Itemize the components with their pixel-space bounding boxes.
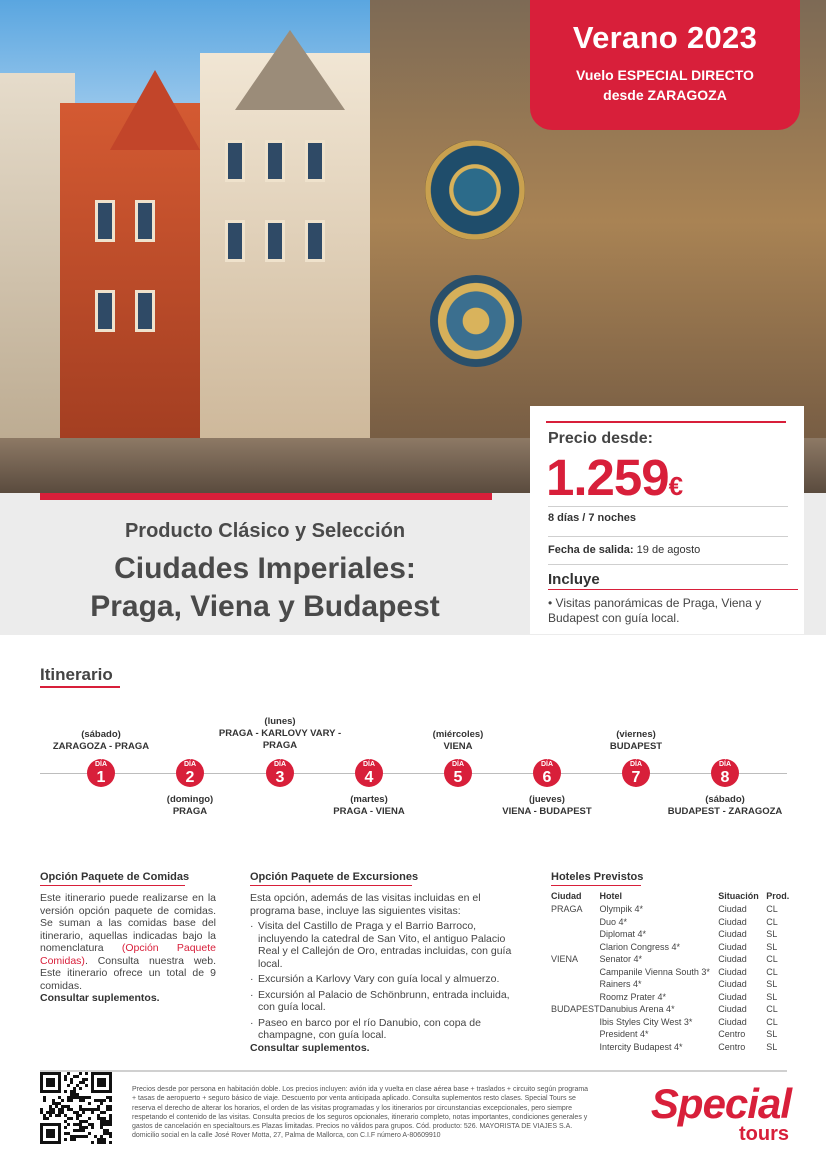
hotel-row (551, 1016, 791, 1029)
hotel-location: Ciudad (718, 979, 747, 989)
price-currency: € (668, 471, 683, 501)
day-route: BUDAPEST - ZARAGOZA (667, 806, 783, 817)
day-2-marker (176, 759, 204, 787)
product-title (0, 550, 530, 626)
hotel-location: Ciudad (718, 916, 747, 927)
day-route: VIENA - BUDAPEST (502, 806, 592, 817)
flight-info-line1: Vuelo ESPECIAL DIRECTO (576, 67, 754, 83)
product-title-line1: Ciudades Imperiales: (114, 552, 416, 585)
day-5-label (383, 729, 533, 753)
day-number: 1 (96, 769, 106, 786)
hotel-product: SL (766, 991, 778, 1002)
hotels-header-row (551, 891, 791, 903)
day-route-cont: PRAGA (262, 740, 298, 751)
day-word: DÍA (718, 761, 732, 768)
divider (548, 536, 788, 537)
day-6-label (472, 794, 622, 818)
hotel-location: Ciudad (718, 991, 747, 1002)
hotel-row (551, 966, 791, 979)
day-1-marker (87, 759, 115, 787)
meals-highlight: (Opción Paquete Comidas) (40, 942, 216, 967)
hotel-row (551, 1003, 791, 1016)
excursions-intro: Esta opción, además de las visitas incluidas en el programa base, incluye las siguientes visitas: (250, 892, 481, 917)
hotel-city (551, 978, 600, 991)
itinerary-underline (40, 686, 120, 688)
hotel-name: Rainers 4* (599, 979, 642, 989)
departure-date (548, 544, 700, 556)
day-2-label (115, 794, 265, 818)
hotel-row (551, 953, 791, 966)
hotel-name: Clarion Congress 4* (599, 941, 681, 952)
day-route: VIENA (443, 741, 473, 752)
hotel-city: VIENA (551, 954, 579, 964)
includes-title: Incluye (548, 571, 600, 588)
trip-duration: 8 días / 7 noches (548, 512, 637, 524)
day-weekday: (miércoles) (432, 729, 484, 740)
flight-info (530, 65, 800, 105)
window (265, 220, 285, 262)
legal-text: Precios desde por persona en habitación doble. Los precios incluyen: avión ida y vuelta en clase aérea base + traslados + circuito según programa + tasas de aeropuerto + seguro básico de viaje. Descuento por venta anticipada aplicado. Consulta suplementos resto clases. Special Tours se reserva el derecho de alterar los horarios, el orden de las visitas programadas y los itinerarios por circunstancias excepcionales, pero siempre respetando el contenido de las visitas. Consulta precios de los seguros opcionales, itinerario completo, notas importantes, condiciones generales y gastos de cancelación en specialtours.es Plazas limitadas. Precios no válidos para grupos. Cód. producto: 526. MAYORISTA DE VIAJES S.A. domicilio social en la calle José Rover Motta, 27, Palma de Mallorca, con C.I.F número A-80609910 (132, 1086, 589, 1140)
meals-text-part1: Este itinerario puede realizarse en la versión opción paquete de comidas. Se suman a las comidas base del itinerario, aquellas indicadas bajo la nomenclatura (40, 892, 216, 954)
hotel-name: President 4* (599, 1029, 649, 1039)
day-route: ZARAGOZA - PRAGA (52, 741, 150, 752)
day-number: 6 (542, 769, 552, 786)
hotel-product: SL (766, 979, 778, 989)
window (95, 200, 115, 242)
hotel-location: Ciudad (718, 954, 747, 964)
hotel-city (551, 941, 600, 954)
hotel-location: Centro (718, 1041, 746, 1052)
hotel-name: Campanile Vienna South 3* (599, 966, 710, 977)
hotel-city (551, 916, 600, 929)
day-word: DÍA (362, 761, 376, 768)
clock-dial-icon (425, 140, 525, 240)
meals-title: Opción Paquete de Comidas (40, 871, 190, 883)
window (135, 290, 155, 332)
hotel-location: Ciudad (718, 904, 747, 914)
excursions-title: Opción Paquete de Excursiones (250, 871, 419, 883)
window (135, 200, 155, 242)
window (95, 290, 115, 332)
hotel-row (551, 1041, 791, 1054)
hotel-location: Ciudad (718, 1016, 747, 1027)
meals-text (40, 892, 216, 1005)
day-weekday: (viernes) (616, 729, 656, 740)
hotel-product: CL (766, 966, 778, 977)
meals-text-part2: . Consulta nuestra web. Este itinerario ofrece un total de 9 comidas. (40, 954, 216, 992)
hotel-row (551, 991, 791, 1004)
hotel-location: Ciudad (718, 1004, 747, 1014)
hotel-city (551, 991, 600, 1004)
window (265, 140, 285, 182)
day-8-marker (711, 759, 739, 787)
product-subtitle: Producto Clásico y Selección (124, 520, 406, 542)
excursion-item: · Excursión al Palacio de Schönbrunn, entrada incluida, con guía local. (250, 989, 520, 1014)
hotels-body (551, 903, 791, 1053)
window (305, 140, 325, 182)
includes-underline (548, 589, 798, 590)
col-header: Ciudad (551, 891, 582, 901)
hotel-name: Intercity Budapest 4* (599, 1041, 683, 1052)
hotel-name: Duo 4* (599, 916, 628, 927)
day-number: 7 (631, 769, 641, 786)
special-tours-logo (626, 1080, 791, 1145)
hotel-row (551, 1028, 791, 1041)
hotel-location: Ciudad (718, 929, 747, 939)
hotel-location: Ciudad (718, 941, 747, 952)
price-divider (546, 421, 786, 423)
day-route: PRAGA (172, 806, 208, 817)
day-5-marker (444, 759, 472, 787)
price-value (546, 448, 682, 507)
calendar-dial-icon (430, 275, 522, 367)
window (225, 140, 245, 182)
hotel-product: SL (766, 929, 778, 939)
day-weekday: (lunes) (264, 716, 296, 727)
hotel-product: CL (766, 916, 778, 927)
logo-word-1: Special (650, 1080, 791, 1127)
day-weekday: (sábado) (705, 794, 745, 805)
day-4-label (294, 794, 444, 818)
hotel-city (551, 1041, 600, 1054)
hotel-name: Diplomat 4* (599, 929, 647, 939)
departure-label: Fecha de salida: (548, 544, 634, 556)
excursions-note: Consultar suplementos. (250, 1041, 370, 1054)
hotels-table (551, 891, 791, 1053)
day-route: PRAGA - KARLOVY VARY - (218, 728, 342, 739)
hotel-row (551, 941, 791, 954)
hotel-product: CL (766, 904, 778, 914)
day-7-marker (622, 759, 650, 787)
qr-code-icon[interactable] (40, 1072, 112, 1144)
hotel-product: CL (766, 1004, 778, 1014)
hotel-city: BUDAPEST (551, 1004, 600, 1014)
departure-value: 19 de agosto (636, 544, 701, 556)
logo-word-2: tours (739, 1123, 789, 1145)
hotel-city (551, 1016, 600, 1029)
excursions-list (250, 920, 520, 1042)
itinerary-timeline (40, 773, 787, 774)
day-7-label (561, 729, 711, 753)
hotel-location: Centro (718, 1029, 746, 1039)
hotels-underline (551, 885, 641, 886)
includes-text: • Visitas panorámicas de Praga, Viena y Budapest con guía local. (548, 596, 762, 625)
day-4-marker (355, 759, 383, 787)
hotel-product: CL (766, 954, 778, 964)
window (225, 220, 245, 262)
flight-info-line2: desde ZARAGOZA (603, 87, 727, 103)
hotel-city (551, 928, 600, 941)
excursion-item: · Excursión a Karlovy Vary con guía local y almuerzo. (250, 973, 520, 986)
price-label: Precio desde: (548, 430, 653, 447)
window (305, 220, 325, 262)
day-route: BUDAPEST (609, 741, 663, 752)
day-number: 3 (275, 769, 285, 786)
day-weekday: (domingo) (166, 794, 214, 805)
hotel-name: Ibis Styles City West 3* (599, 1016, 693, 1027)
price-amount: 1.259 (546, 449, 669, 506)
hotel-city (551, 966, 600, 979)
hotel-row (551, 928, 791, 941)
col-header: Situación (718, 891, 759, 901)
day-number: 2 (185, 769, 195, 786)
hotel-product: CL (766, 1016, 778, 1027)
hotel-product: SL (766, 1041, 778, 1052)
accent-bar (40, 493, 492, 500)
day-word: DÍA (451, 761, 465, 768)
hotels-title: Hoteles Previstos (551, 871, 644, 883)
meals-note: Consultar suplementos. (40, 992, 160, 1004)
hotel-product: SL (766, 941, 778, 952)
season-title: Verano 2023 (572, 20, 758, 55)
excursion-item: · Visita del Castillo de Praga y el Barrio Barroco, incluyendo la catedral de San Vito, el antiguo Palacio Real y el Callejón de Oro, entradas incluidas, con guía local. (250, 920, 520, 970)
day-word: DÍA (183, 761, 197, 768)
day-word: DÍA (94, 761, 108, 768)
hotel-name: Senator 4* (599, 954, 643, 964)
product-title-line2: Praga, Viena y Budapest (90, 590, 440, 623)
itinerary-title: Itinerario (40, 665, 113, 684)
hotel-name: Roomz Prater 4* (599, 991, 667, 1002)
day-6-marker (533, 759, 561, 787)
day-3-marker (266, 759, 294, 787)
day-number: 8 (720, 769, 730, 786)
day-1-label (26, 729, 176, 753)
day-8-label (650, 794, 800, 818)
hotel-location: Ciudad (718, 966, 747, 977)
col-header: Prod. (766, 891, 790, 901)
day-route: PRAGA - VIENA (333, 806, 405, 817)
excursions-text (250, 892, 520, 1054)
hotel-row (551, 916, 791, 929)
building-cream (200, 53, 380, 493)
hotel-row (551, 978, 791, 991)
day-number: 5 (453, 769, 463, 786)
day-number: 4 (364, 769, 374, 786)
day-word: DÍA (540, 761, 554, 768)
price-box (530, 406, 804, 634)
season-badge (530, 0, 800, 130)
col-header: Hotel (599, 891, 623, 901)
hotel-name: Olympik 4* (599, 904, 644, 914)
day-weekday: (martes) (350, 794, 388, 805)
hotel-city: PRAGA (551, 904, 583, 914)
divider (548, 506, 788, 507)
divider (548, 564, 788, 565)
day-weekday: (sábado) (81, 729, 121, 740)
day-word: DÍA (273, 761, 287, 768)
meals-underline (40, 885, 185, 886)
hotel-product: SL (766, 1029, 778, 1039)
excursions-underline (250, 885, 412, 886)
excursion-item: · Paseo en barco por el río Danubio, con copa de champagne, con guía local. (250, 1017, 520, 1042)
day-3-label (205, 716, 355, 752)
hotel-city (551, 1028, 600, 1041)
day-weekday: (jueves) (529, 794, 565, 805)
hotel-row (551, 903, 791, 916)
day-word: DÍA (629, 761, 643, 768)
footer-divider (40, 1070, 787, 1072)
hotel-name: Danubius Arena 4* (599, 1004, 675, 1014)
